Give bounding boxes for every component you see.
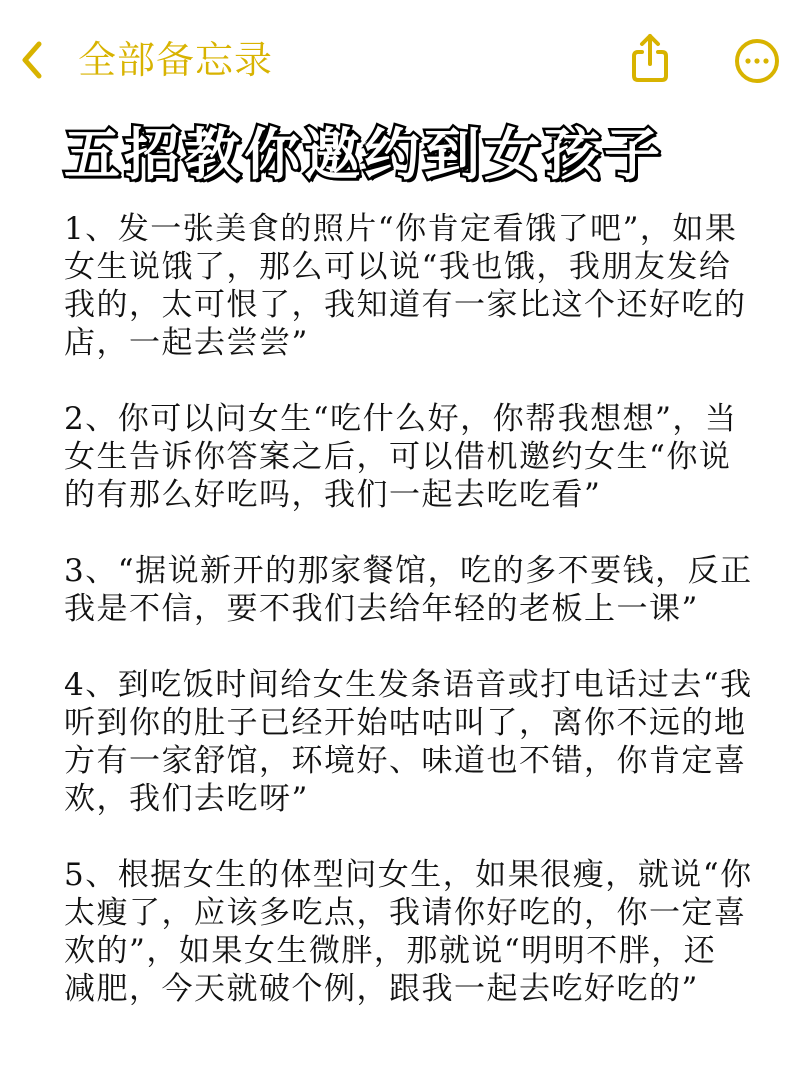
text-line: 1、发一张美食的照片“你肯定看饿了吧”，如果 — [64, 211, 738, 247]
text-line: 我是不信，要不我们去给年轻的老板上一课” — [64, 591, 699, 627]
text-line: 欢，我们去吃呀” — [64, 781, 309, 817]
share-icon — [628, 30, 672, 86]
text-line: 的有那么好吃吗，我们一起去吃吃看” — [64, 477, 602, 513]
text-line: 方有一家舒馆，环境好、味道也不错，你肯定喜 — [64, 743, 747, 779]
tip-paragraph-1 — [64, 210, 747, 362]
text-line: 5、根据女生的体型问女生，如果很瘦，就说“你 — [64, 857, 753, 893]
tip-paragraph-4 — [64, 666, 753, 818]
navigation-bar — [0, 0, 800, 110]
tip-paragraph-3 — [64, 552, 753, 628]
text-line: 减肥，今天就破个例，跟我一起去吃好吃的” — [64, 971, 699, 1007]
text-line: 欢的”，如果女生微胖，那就说“明明不胖，还 — [64, 933, 717, 969]
text-line: 4、到吃饭时间给女生发条语音或打电话过去“我 — [64, 667, 753, 703]
text-line: 2、你可以问女生“吃什么好，你帮我想想”，当 — [64, 401, 738, 437]
back-to-all-notes-link[interactable]: 全部备忘录 — [78, 38, 274, 82]
ellipsis-circle-icon — [734, 38, 780, 84]
tip-paragraph-5 — [64, 856, 753, 1008]
text-line: 我的，太可恨了，我知道有一家比这个还好吃的 — [64, 287, 747, 323]
text-line: 女生说饿了，那么可以说“我也饿，我朋友发给 — [64, 249, 732, 285]
text-line: 太瘦了，应该多吃点，我请你好吃的，你一定喜 — [64, 895, 747, 931]
text-line: 听到你的肚子已经开始咕咕叫了，离你不远的地 — [64, 705, 747, 741]
text-line: 3、“据说新开的那家餐馆，吃的多不要钱，反正 — [64, 553, 753, 589]
note-title: 五招教你邀约到女孩子 — [64, 122, 664, 188]
chevron-left-icon — [19, 40, 45, 80]
text-line: 女生告诉你答案之后，可以借机邀约女生“你说 — [64, 439, 732, 475]
tip-paragraph-2 — [64, 400, 744, 514]
back-button[interactable] — [14, 38, 50, 82]
share-button[interactable] — [628, 30, 672, 86]
text-line: 店，一起去尝尝” — [64, 325, 309, 361]
note-body[interactable] — [64, 210, 753, 1046]
more-options-button[interactable] — [734, 38, 780, 84]
